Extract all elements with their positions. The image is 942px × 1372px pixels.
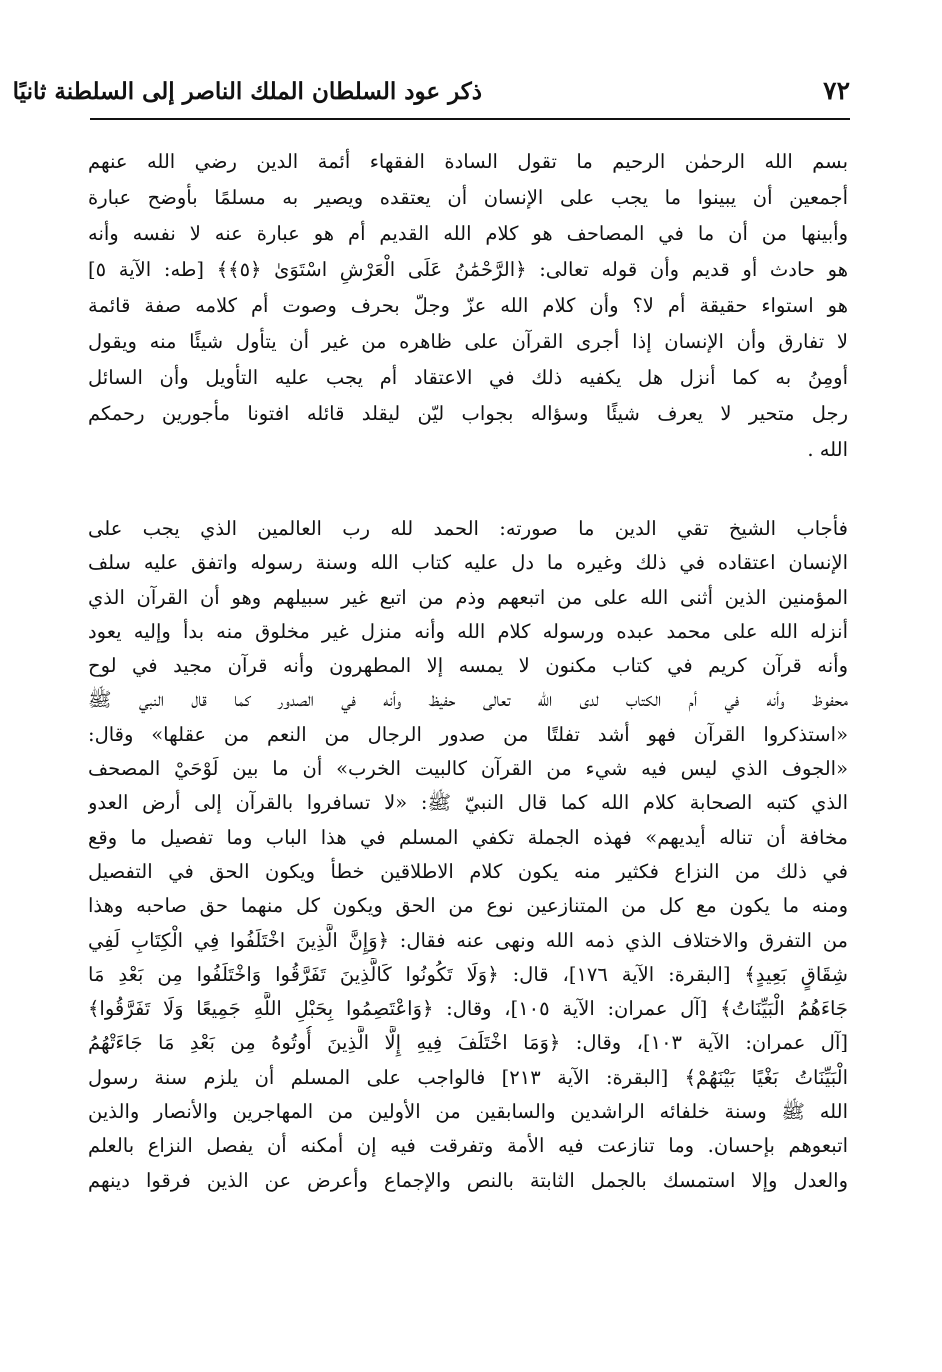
text-line: «استذكروا القرآن فهو أشد تفلتًا من صدور الرجال من النعم من عقلها» وقال: <box>88 722 848 746</box>
text-line: أومِنُ به كما أنزل هل يكفيه ذلك في الاعتقاد أم يجب عليه التأويل وأن السائل <box>88 366 848 389</box>
text-line: في ذلك من النزاع فكثير منه يكون كلام الاطلاقين خطأ ويكون الحق في التفصيل <box>88 859 848 883</box>
text-line: ومنه ما يكون مع كل من المتنازعين نوع من الحق ويكون كل منهما حق صاحبه وهذا <box>88 894 848 918</box>
text-line: الله . <box>807 438 848 461</box>
text-line: والعدل وإلا استمسك بالجمل الثابتة بالنص والإجماع وأعرض عن الذين فرقوا دينهم <box>88 1168 848 1192</box>
text-line: شِقَاقٍ بَعِيدٍ﴾ [البقرة: الآية ١٧٦]، قال: ﴿وَلَا تَكُونُوا كَالَّذِينَ تَفَرَّقُوا وَاخْتَلَفُوا مِن بَعْدِ مَا <box>88 962 848 986</box>
text-line: محفوظ وأنه في أم الكتاب لدى الله تعالى حفيظ وأنه في الصدور كما قال النبي ﷺ <box>88 688 848 712</box>
paragraph-answer <box>88 512 848 1198</box>
text-line: أجمعين أن يبينوا ما يجب على الإنسان أن يعتقده ويصير به مسلمًا بأوضح عبارة <box>88 186 848 209</box>
text-line: مخافة أن تناله أيديهم» فهذه الجملة تكفي المسلم في هذا الباب وما تفصيل ما وقع <box>88 825 848 849</box>
text-line: لا تفارق وأن الإنسان إذا أجرى القرآن على ظاهره من غير أن يتأول شيئًا منه ويقول <box>88 330 848 353</box>
paragraph-question <box>88 144 848 468</box>
text-line: جَاءَهُمُ الْبَيِّنَاتُ﴾ [آل عمران: الآية ١٠٥]، وقال: ﴿وَاعْتَصِمُوا بِحَبْلِ اللَّهِ جَمِيعًا وَلَا تَفَرَّقُوا﴾ <box>88 997 848 1021</box>
text-line: اتبعوهم بإحسان. وما تنازعت فيه الأمة وتفرقت فيه إن أمكنه أن يفصل النزاع بالعلم <box>88 1134 848 1158</box>
text-line: بسم الله الرحمٰن الرحيم ما تقول السادة الفقهاء أئمة الدين رضي الله عنهم <box>88 150 848 173</box>
text-line: المؤمنين الذين أثنى الله على من اتبعهم وذم من اتبع غير سبيلهم وهو أن القرآن الذي <box>88 585 848 609</box>
text-line: «الجوف الذي ليس فيه شيء من القرآن كالبيت الخرب» أن ما بين لَوْحَيْ المصحف <box>88 757 848 781</box>
text-line: فأجاب الشيخ تقي الدين ما صورته: الحمد لله رب العالمين الذي يجب على <box>88 517 848 540</box>
text-line: الله ﷺ وسنة خلفائه الراشدين والسابقين من الأولين من المهاجرين والأنصار والذين <box>88 1100 848 1124</box>
text-line: [آل عمران: الآية ١٠٣]، وقال: ﴿وَمَا اخْتَلَفَ فِيهِ إِلَّا الَّذِينَ أُوتُوهُ مِن بَعْدِ مَا جَاءَتْهُمُ <box>88 1031 848 1055</box>
header-rule <box>90 118 850 120</box>
text-line: رجل متحير لا يعرف شيئًا وسؤاله بجواب ليّن ليقلد قائله افتونا مأجورين رحمكم <box>88 402 848 425</box>
text-line: الْبَيِّنَاتُ بَغْيًا بَيْنَهُمْ﴾ [البقرة: الآية ٢١٣] فالواجب على المسلم أن يلزم سنة رسول <box>88 1065 848 1089</box>
text-line: الذي كتبه الصحابة كلام الله كما قال النبيّ ﷺ: «لا تسافروا بالقرآن إلى أرض العدو <box>88 791 848 815</box>
running-title: ذكر عود السلطان الملك الناصر إلى السلطنة ثانيًا <box>12 78 482 105</box>
text-line: وأنه قرآن كريم في كتاب مكنون لا يمسه إلا المطهرون وأنه قرآن مجيد في لوح <box>88 654 848 678</box>
text-line: هو استواء حقيقة أم لا؟ وأن كلام الله عزّ وجلّ بحرف وصوت أم كلامه صفة قائمة <box>88 294 848 317</box>
text-line: هو حادث أو قديم وأن قوله تعالى: ﴿الرَّحْمَٰنُ عَلَى الْعَرْشِ اسْتَوَىٰ ﴿٥﴾﴾ [طه: الآية ٥] <box>88 258 848 281</box>
page-number: ٧٢ <box>823 76 850 105</box>
text-line: أنزله الله على محمد عبده ورسوله كلام الله وأنه منزل غير مخلوق منه بدأ وإليه يعود <box>88 619 848 643</box>
page-header <box>12 72 850 116</box>
text-line: وأبينها من أن ما في المصاحف هو كلام الله القديم أم هو عبارة عنه لا نفسه وأنه <box>88 222 848 245</box>
text-line: الإنسان اعتقاده في ذلك وغيره ما دل عليه كتاب الله وسنة رسوله واتفق عليه سلف <box>88 551 848 575</box>
text-line: من التفرق والاختلاف الذي ذمه الله ونهى عنه فقال: ﴿وَإِنَّ الَّذِينَ اخْتَلَفُوا فِي الْكِتَابِ لَفِي <box>88 928 848 952</box>
